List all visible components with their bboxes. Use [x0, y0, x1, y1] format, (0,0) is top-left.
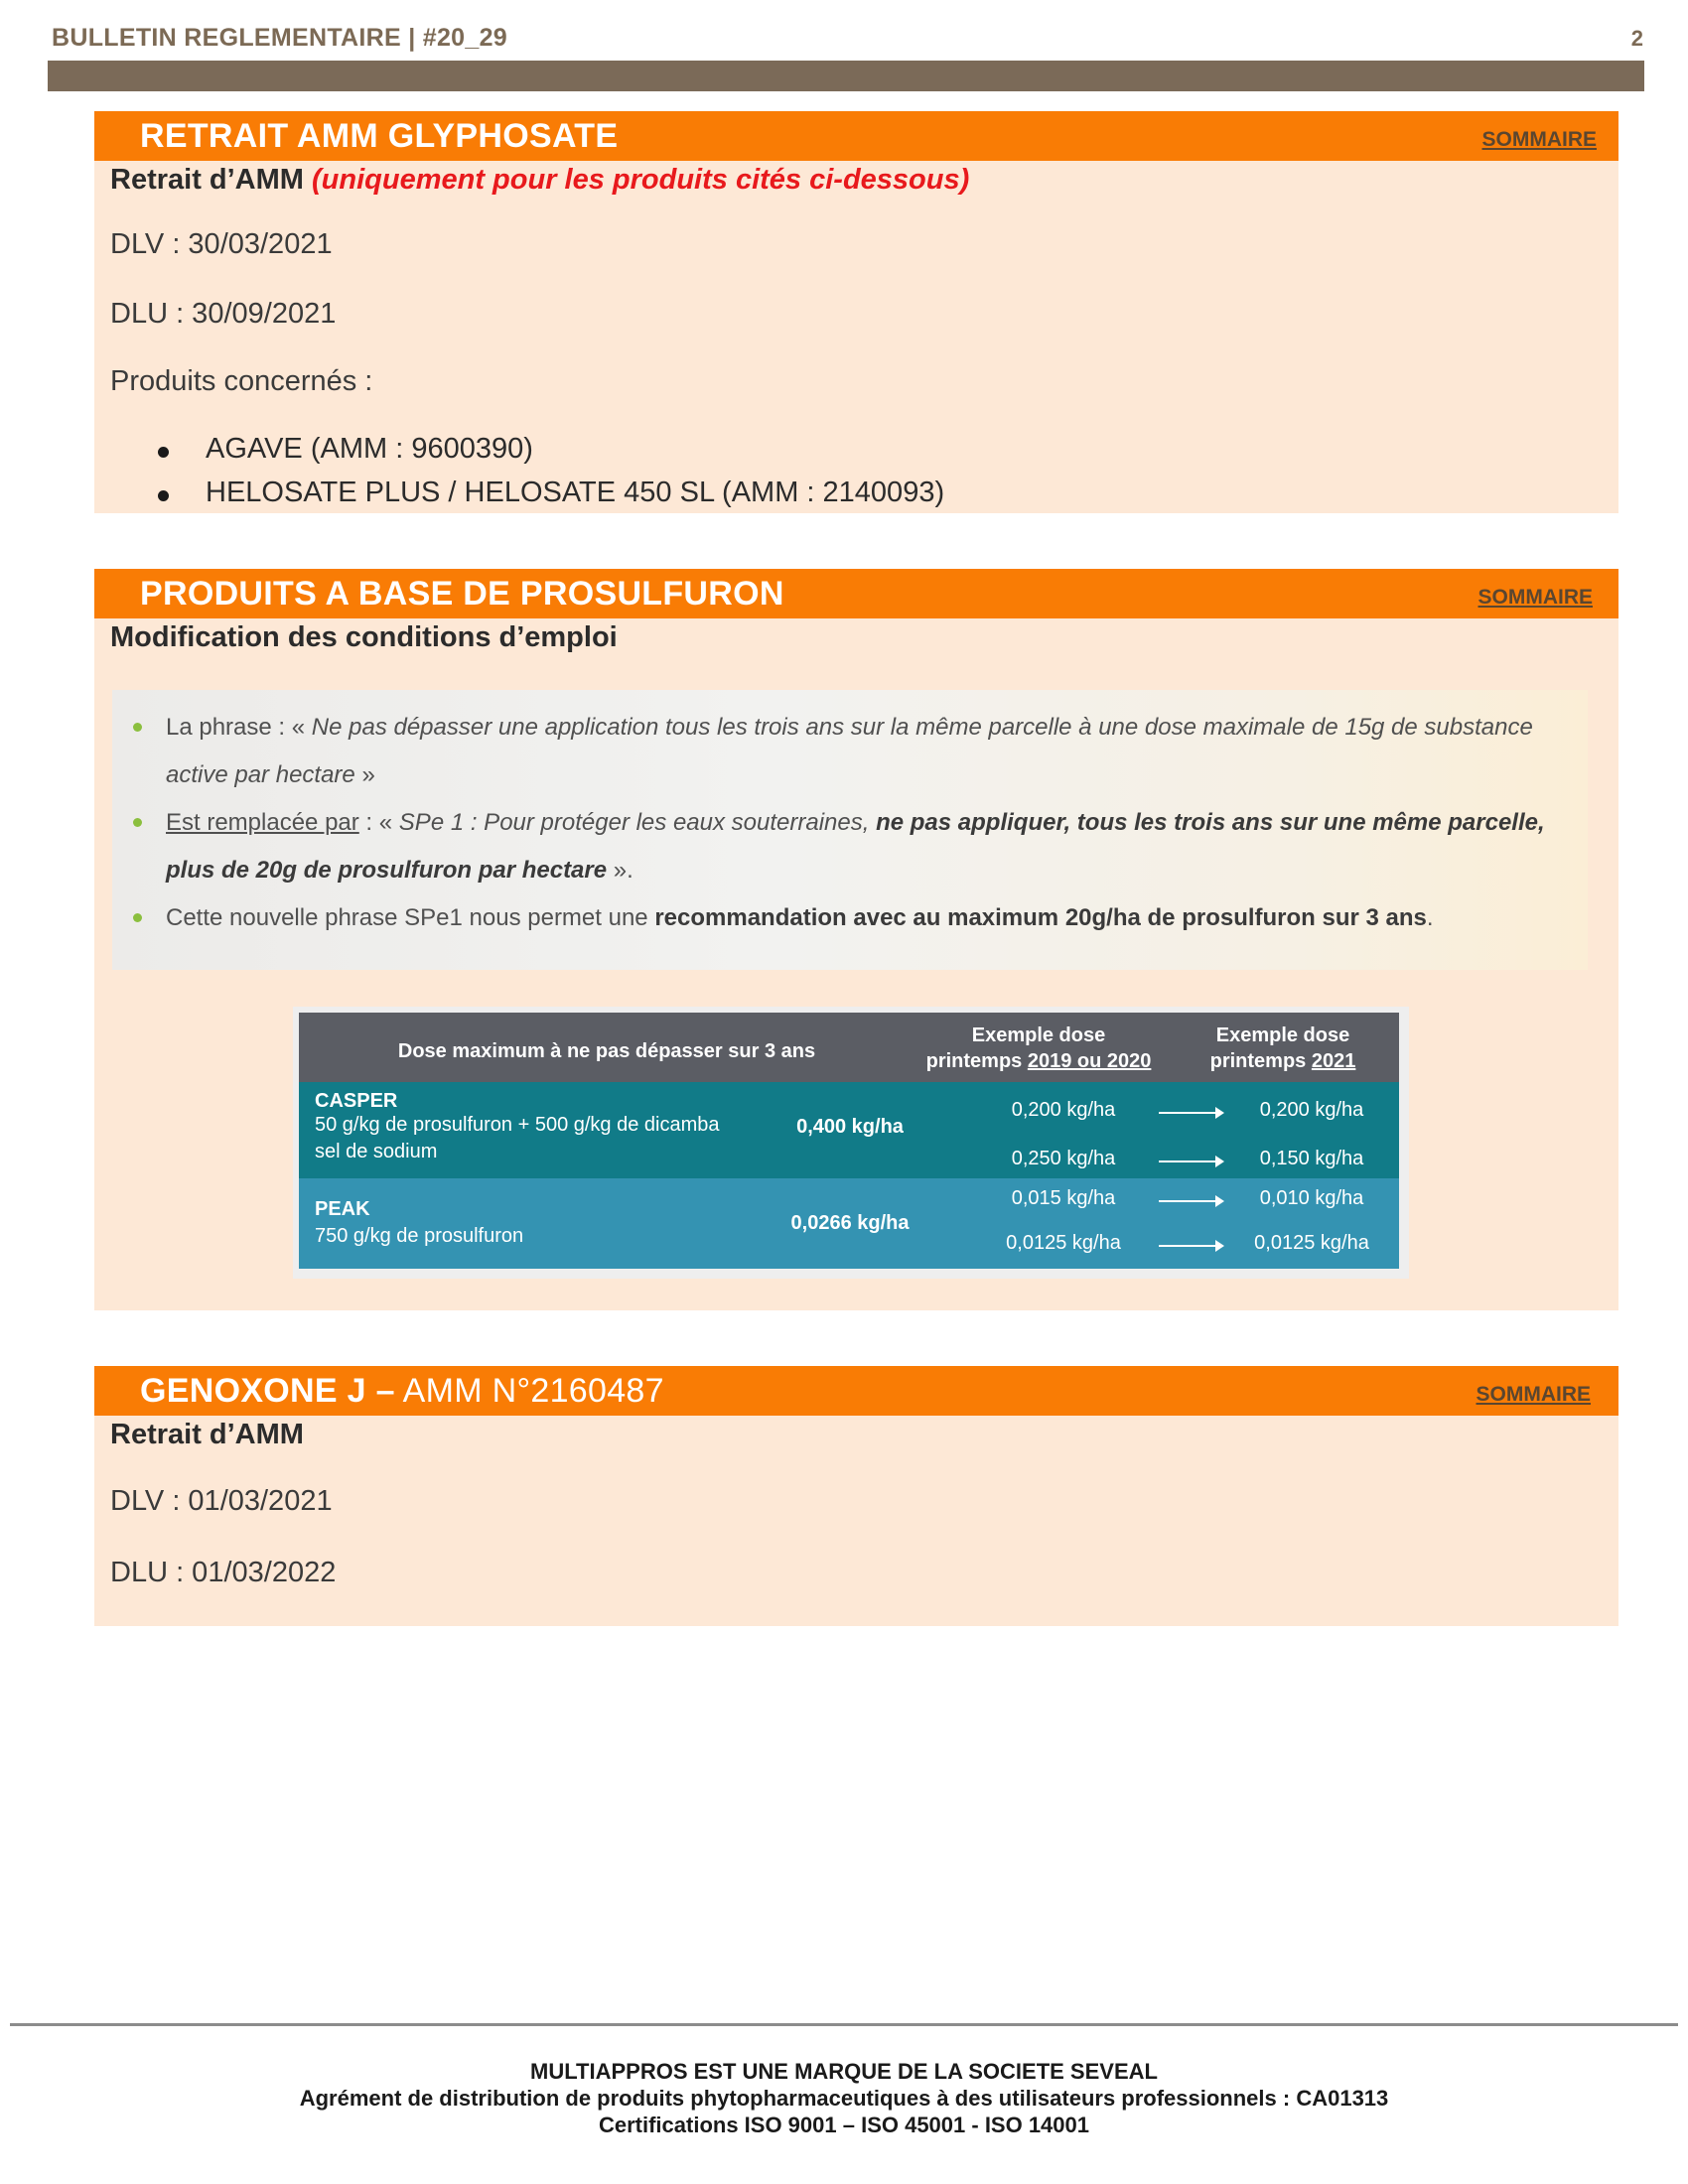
max-dose: 0,0266 kg/ha	[790, 1212, 910, 1234]
regulation-quote-panel	[112, 690, 1588, 970]
section-subtitle: Modification des conditions d’emploi	[110, 621, 618, 653]
arrow-icon	[1159, 1200, 1222, 1202]
section-title: PRODUITS A BASE DE PROSULFURON	[140, 575, 784, 613]
title-light: AMM N°2160487	[394, 1372, 664, 1410]
header-text: 2019 ou 2020	[1027, 1050, 1152, 1072]
subtitle-text: Retrait d’AMM	[110, 164, 304, 196]
sommaire-link[interactable]: SOMMAIRE	[1481, 128, 1597, 151]
quote-text: »	[354, 761, 375, 788]
header-text: printemps	[925, 1050, 1028, 1072]
section-header	[94, 1366, 1618, 1416]
section-header	[94, 569, 1618, 618]
bulletin-issue: #20_29	[422, 24, 507, 52]
header-max-dose: Dose maximum à ne pas dépasser sur 3 ans	[397, 1040, 816, 1062]
quote-bullet-3	[130, 894, 1560, 942]
example-dose-2021: 0,200 kg/ha	[1259, 1099, 1364, 1121]
arrow-icon	[1159, 1112, 1222, 1114]
header-text: Exemple dose	[1215, 1024, 1350, 1046]
title-bold: GENOXONE J –	[140, 1372, 395, 1410]
dlu-line: DLU : 01/03/2022	[110, 1557, 337, 1588]
sommaire-link[interactable]: SOMMAIRE	[1477, 586, 1593, 609]
page-number: 2	[1630, 26, 1643, 51]
products-label: Produits concernés :	[110, 365, 373, 397]
products-list	[158, 433, 944, 520]
section-prosulfuron	[94, 569, 1618, 1310]
section-title	[140, 1372, 664, 1411]
arrow-icon	[1159, 1245, 1222, 1247]
example-dose-before: 0,0125 kg/ha	[1006, 1232, 1121, 1254]
header-example-2021	[1163, 1023, 1403, 1074]
example-dose-2021: 0,150 kg/ha	[1259, 1148, 1364, 1169]
example-dose-2021: 0,010 kg/ha	[1259, 1187, 1364, 1209]
quote-bullet-1	[130, 704, 1560, 799]
quote-text: Est remplacée par	[166, 809, 359, 836]
dlv-line: DLV : 01/03/2021	[110, 1485, 333, 1517]
quote-text: : «	[358, 809, 399, 836]
bulletin-title	[52, 24, 507, 53]
max-dose: 0,400 kg/ha	[796, 1116, 904, 1138]
section-glyphosate	[94, 111, 1618, 513]
footer-divider	[10, 2023, 1678, 2026]
quote-text: recommandation avec au maximum 20g/ha de prosulfuron sur 3 ans	[654, 904, 1427, 931]
dlu-line: DLU : 30/09/2021	[110, 298, 337, 330]
table-row-casper	[299, 1082, 1399, 1178]
product-name: CASPER	[315, 1090, 398, 1112]
sommaire-link[interactable]: SOMMAIRE	[1476, 1383, 1591, 1406]
quote-text: Cette nouvelle phrase SPe1 nous permet une	[166, 904, 655, 931]
list-item: AGAVE (AMM : 9600390)	[158, 433, 944, 477]
quote-text: ».	[607, 857, 633, 884]
section-header	[94, 111, 1618, 161]
product-name: PEAK	[315, 1198, 370, 1220]
quote-text: ne pas appliquer, tous les trois ans sur une même parcelle, plus de 20g de prosulfuron par hectare	[166, 809, 1545, 884]
quote-text: SPe 1 : Pour protéger les eaux souterraines,	[398, 809, 877, 836]
header-bar	[48, 61, 1644, 91]
example-dose-before: 0,200 kg/ha	[1011, 1099, 1116, 1121]
quote-text: La phrase : «	[166, 714, 306, 741]
dose-table-header	[299, 1013, 1399, 1082]
quote-text: .	[1426, 904, 1434, 931]
header-example-2019	[914, 1023, 1163, 1074]
arrow-icon	[1159, 1160, 1222, 1162]
section-title: RETRAIT AMM GLYPHOSATE	[140, 117, 619, 155]
header-text: 2021	[1311, 1050, 1356, 1072]
subtitle-note: (uniquement pour les produits cités ci-dessous)	[312, 164, 970, 196]
example-dose-before: 0,015 kg/ha	[1011, 1187, 1116, 1209]
example-dose-2021: 0,0125 kg/ha	[1254, 1232, 1369, 1254]
footer-line-3: Certifications ISO 9001 – ISO 45001 - ISO 14001	[598, 2113, 1090, 2137]
header-text: Exemple dose	[971, 1024, 1106, 1046]
example-dose-before: 0,250 kg/ha	[1011, 1148, 1116, 1169]
bulletin-title-text: BULLETIN REGLEMENTAIRE |	[52, 24, 416, 52]
table-row-peak	[299, 1178, 1399, 1269]
list-item: HELOSATE PLUS / HELOSATE 450 SL (AMM : 2140093)	[158, 477, 944, 520]
footer-line-1: MULTIAPPROS EST UNE MARQUE DE LA SOCIETE SEVEAL	[530, 2059, 1158, 2084]
dlv-line: DLV : 30/03/2021	[110, 228, 333, 260]
footer-line-2: Agrément de distribution de produits phytopharmaceutiques à des utilisateurs professionnels : CA01313	[299, 2086, 1389, 2111]
quote-text: Ne pas dépasser une application tous les trois ans sur la même parcelle à une dose maximale de 15g de substance active par hectare	[166, 714, 1533, 788]
product-description: 50 g/kg de prosulfuron + 500 g/kg de dicamba sel de sodium	[315, 1114, 720, 1162]
header-text: printemps	[1209, 1050, 1312, 1072]
quote-bullet-2	[130, 799, 1560, 894]
section-genoxone	[94, 1366, 1618, 1626]
section-subtitle	[110, 164, 969, 197]
product-description: 750 g/kg de prosulfuron	[315, 1225, 524, 1247]
dose-table	[293, 1007, 1409, 1279]
section-subtitle: Retrait d’AMM	[110, 1419, 304, 1450]
